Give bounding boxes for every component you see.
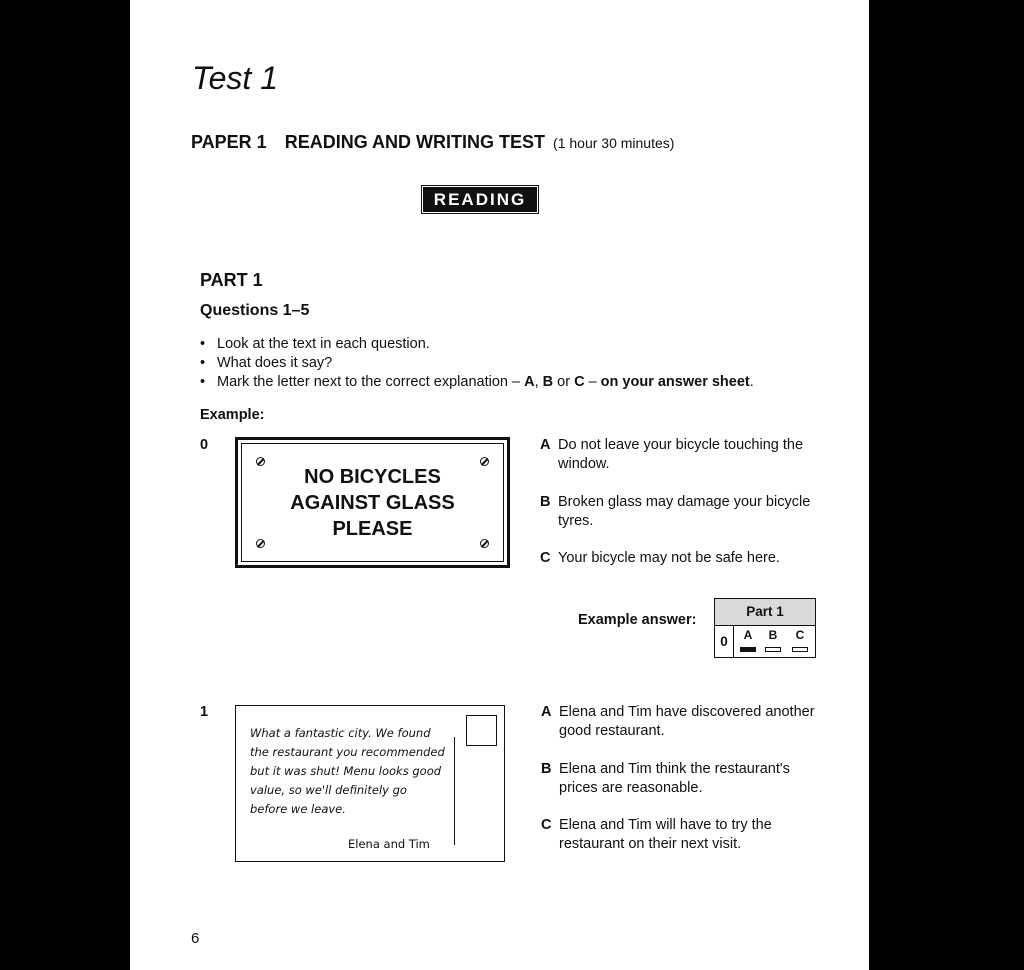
stamp-box (466, 715, 497, 746)
example-number: 0 (200, 437, 209, 453)
reading-section-badge: READING (423, 187, 537, 212)
answer-mark-b (765, 647, 781, 652)
example-sign (235, 437, 510, 568)
question-number: 1 (200, 704, 209, 720)
answer-grid-header: Part 1 (715, 599, 815, 626)
screw-icon (256, 457, 265, 466)
postcard-message: What a fantastic city. We found the restaurant you recommended but it was shut! Menu looks good value, so we'll definitely go before we leave. (250, 726, 445, 816)
screw-icon (480, 539, 489, 548)
example-answer-grid (714, 598, 816, 658)
instruction-item: • What does it say? (200, 354, 754, 373)
instructions-list (200, 335, 754, 392)
screw-icon (480, 457, 489, 466)
paper-duration: (1 hour 30 minutes) (553, 135, 675, 151)
screw-icon (256, 539, 265, 548)
postcard-signature: Elena and Tim (348, 837, 430, 851)
answer-letter-c: C (795, 628, 805, 642)
sign-text: NO BICYCLES AGAINST GLASS PLEASE (290, 465, 455, 540)
postcard (235, 705, 505, 862)
questions-range: Questions 1–5 (200, 302, 310, 319)
paper-heading (191, 132, 674, 153)
example-label: Example: (200, 407, 265, 423)
answer-letter-b: B (768, 628, 778, 642)
instruction-item: • Mark the letter next to the correct explanation – A, B or C – on your answer sheet. (200, 373, 754, 392)
page-number: 6 (191, 930, 200, 947)
instruction-item: • Look at the text in each question. (200, 335, 754, 354)
answer-row-number: 0 (715, 625, 734, 658)
question1-option-c: C Elena and Tim will have to try the restaurant on their next visit. (541, 817, 772, 852)
sign-plate (241, 443, 504, 562)
answer-mark-a-filled (740, 647, 756, 652)
question1-option-b: B Elena and Tim think the restaurant's prices are reasonable. (541, 761, 790, 796)
example-option-a: A Do not leave your bicycle touching the window. (540, 437, 804, 472)
exam-page (130, 0, 869, 970)
question1-option-a: A Elena and Tim have discovered another good restaurant. (541, 704, 815, 739)
example-answer-label: Example answer: (578, 612, 697, 628)
postcard-divider (454, 737, 455, 845)
part-title: PART 1 (200, 270, 263, 290)
example-option-c: C Your bicycle may not be safe here. (540, 550, 780, 566)
test-title: Test 1 (192, 60, 278, 96)
answer-mark-c (792, 647, 808, 652)
example-option-b: B Broken glass may damage your bicycle tyres. (540, 494, 811, 529)
paper-code: PAPER 1 (191, 132, 267, 152)
paper-name: READING AND WRITING TEST (284, 132, 546, 152)
answer-letter-a: A (743, 628, 753, 642)
